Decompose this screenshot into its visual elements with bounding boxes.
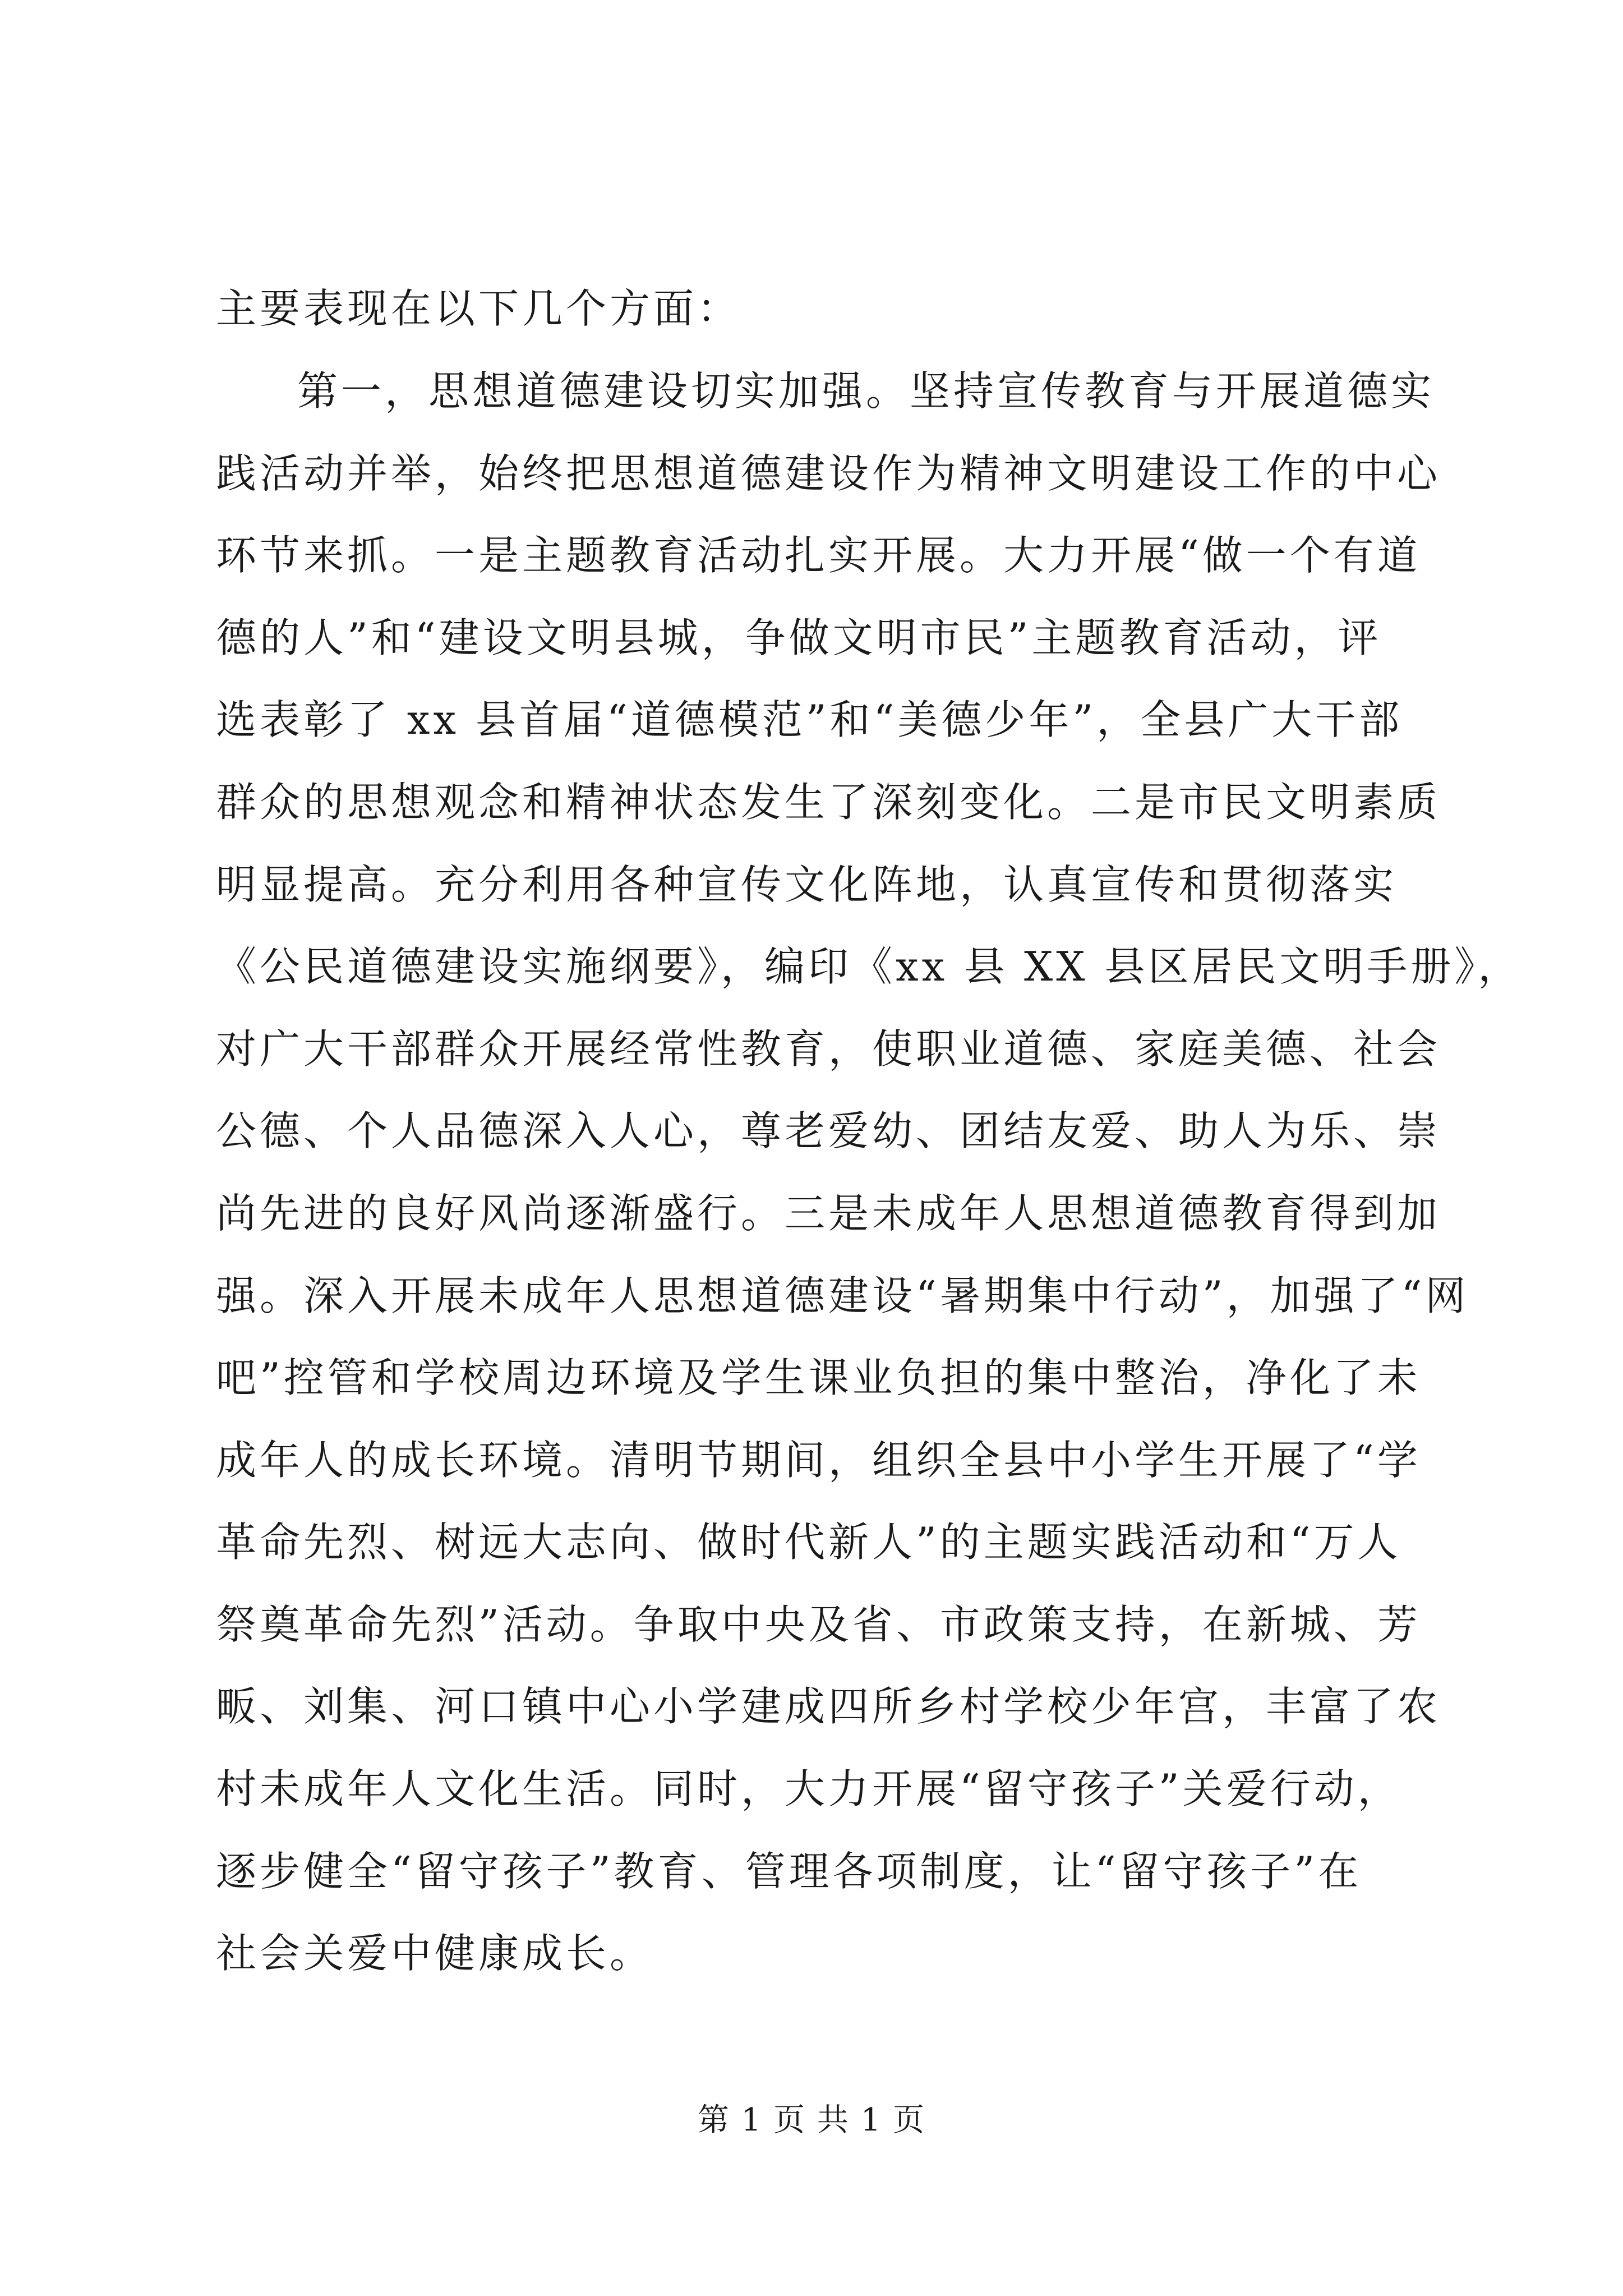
paragraph-line: 群众的思想观念和精神状态发生了深刻变化。二是市民文明素质 <box>216 779 1441 826</box>
paragraph-line: 逐步健全“留守孩子”教育、管理各项制度，让“留守孩子”在 <box>216 1848 1362 1895</box>
paragraph-line: 选表彰了 xx 县首届“道德模范”和“美德少年”，全县广大干部 <box>216 696 1403 743</box>
paragraph-line: 德的人”和“建设文明县城，争做文明市民”主题教育活动，评 <box>216 614 1382 661</box>
paragraph-line: 祭奠革命先烈”活动。争取中央及省、市政策支持，在新城、芳 <box>216 1601 1421 1648</box>
paragraph-line-intro: 主要表现在以下几个方面： <box>216 285 741 332</box>
paragraph-line: 环节来抓。一是主题教育活动扎实开展。大力开展“做一个有道 <box>216 532 1421 579</box>
paragraph-line: 第一，思想道德建设切实加强。坚持宣传教育与开展道德实 <box>297 367 1435 415</box>
paragraph-line: 尚先进的良好风尚逐渐盛行。三是未成年人思想道德教育得到加 <box>216 1190 1441 1237</box>
paragraph-line: 成年人的成长环境。清明节期间，组织全县中小学生开展了“学 <box>216 1437 1421 1484</box>
paragraph-line: 强。深入开展未成年人思想道德建设“暑期集中行动”，加强了“网 <box>216 1272 1469 1319</box>
paragraph-line: 公德、个人品德深入人心，尊老爱幼、团结友爱、助人为乐、崇 <box>216 1107 1441 1154</box>
paragraph-line: 吧”控管和学校周边环境及学生课业负担的集中整治，净化了未 <box>216 1354 1421 1401</box>
paragraph-line: 对广大干部群众开展经常性教育，使职业道德、家庭美德、社会 <box>216 1025 1441 1073</box>
paragraph-line: 明显提高。充分利用各种宣传文化阵地，认真宣传和贯彻落实 <box>216 861 1398 908</box>
paragraph-line: 革命先烈、树远大志向、做时代新人”的主题实践活动和“万人 <box>216 1519 1401 1566</box>
paragraph-line: 社会关爱中健康成长。 <box>216 1930 654 1977</box>
paragraph-line: 《公民道德建设实施纲要》，编印《xx 县 XX 县区居民文明手册》， <box>216 943 1522 990</box>
paragraph-line: 村未成年人文化生活。同时，大力开展“留守孩子”关爱行动， <box>216 1765 1401 1812</box>
page-footer: 第 1 页 共 1 页 <box>697 2102 926 2138</box>
paragraph-line: 畈、刘集、河口镇中心小学建成四所乡村学校少年宫，丰富了农 <box>216 1683 1441 1730</box>
paragraph-line: 践活动并举，始终把思想道德建设作为精神文明建设工作的中心 <box>216 450 1441 497</box>
